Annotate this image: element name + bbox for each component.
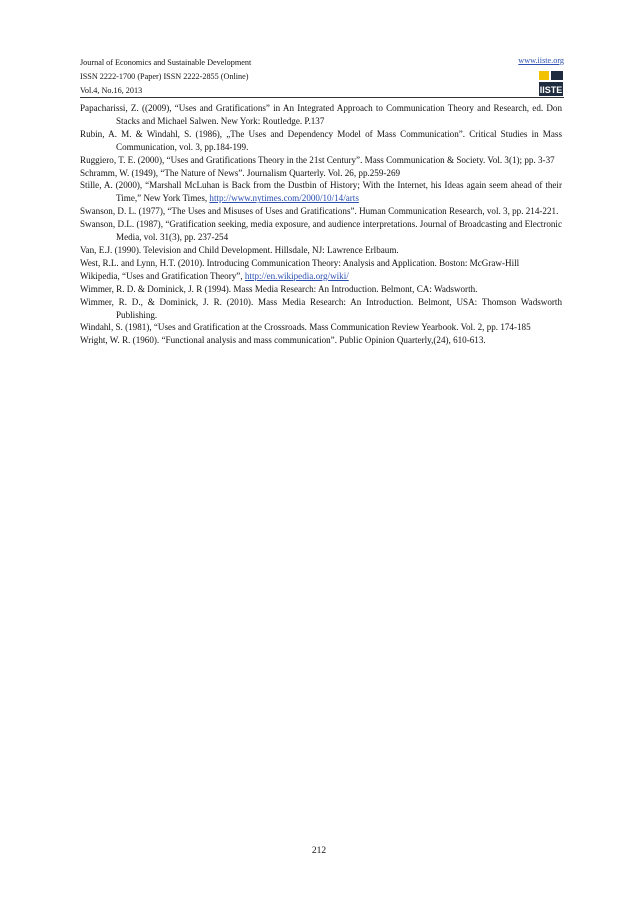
reference-text: West, R.L. and Lynn, H.T. (2010). Introducing Communication Theory: Analysis and Application. Boston: McGraw-Hill: [80, 257, 520, 268]
reference-text: Stille, A. (2000), “Marshall McLuhan is Back from the Dustbin of History; With the Internet, his Ideas again seem ahead of their Time,” New York Times,: [80, 180, 562, 204]
reference-link[interactable]: http://en.wikipedia.org/wiki/: [244, 270, 349, 281]
reference-entry: [80, 179, 562, 205]
reference-entry: [80, 205, 562, 218]
reference-link[interactable]: http://www.nytimes.com/2000/10/14/arts: [209, 193, 359, 204]
reference-text: Wikipedia, “Uses and Gratification Theory”,: [80, 270, 245, 281]
reference-text: Wright, W. R. (1960). “Functional analysis and mass communication”. Public Opinion Quarterly,(24), 610-613.: [80, 335, 486, 346]
reference-entry: [80, 244, 562, 257]
reference-text: Schramm, W. (1949), “The Nature of News”. Journalism Quarterly. Vol. 26, pp.259-269: [80, 167, 401, 178]
reference-text: Van, E.J. (1990). Television and Child Development. Hillsdale, NJ: Lawrence Erlbaum.: [80, 244, 399, 255]
reference-entry: [80, 218, 562, 244]
reference-entry: [80, 102, 562, 128]
website-link[interactable]: www.iiste.org: [518, 56, 564, 65]
logo-text: IISTE: [539, 85, 563, 95]
reference-entry: [80, 321, 562, 334]
reference-entry: [80, 296, 562, 322]
journal-title: Journal of Economics and Sustainable Development: [80, 58, 252, 67]
issn-line: ISSN 2222-1700 (Paper) ISSN 2222-2855 (Online): [80, 71, 249, 81]
reference-entry: [80, 167, 562, 180]
reference-text: Swanson, D.L. (1987), “Gratification seeking, media exposure, and audience interpretations. Journal of Broadcasting and Electronic Media, vol. 31(3), pp. 237-254: [80, 219, 562, 243]
reference-text: Wimmer, R. D. & Dominick, J. R (1994). Mass Media Research: An Introduction. Belmont, CA: Wadsworth.: [80, 283, 478, 294]
reference-list: [80, 102, 562, 347]
header-rule: [80, 97, 564, 98]
page-header: [80, 56, 564, 97]
reference-text: Papacharissi, Z. ((2009), “Uses and Gratifications” in An Integrated Approach to Communication Theory and Research, ed. Don Stacks and Michael Salwen. New York: Routledge. P.137: [80, 103, 562, 126]
page-number: 212: [311, 846, 327, 856]
reference-entry: [80, 257, 562, 270]
reference-text: Ruggiero, T. E. (2000), “Uses and Gratifications Theory in the 21st Century”. Mass Communication & Society. Vol. 3(1); pp. 3-37: [80, 154, 555, 165]
volume-line: Vol.4, No.16, 2013: [80, 85, 143, 95]
reference-entry: [80, 283, 562, 296]
reference-text: Windahl, S. (1981), “Uses and Gratification at the Crossroads. Mass Communication Review Yearbook. Vol. 2, pp. 174-185: [80, 322, 531, 333]
iiste-logo-icon: [538, 70, 564, 97]
reference-entry: [80, 270, 562, 283]
reference-entry: [80, 154, 562, 167]
reference-text: Swanson, D. L. (1977), “The Uses and Misuses of Uses and Gratifications”. Human Communication Research, vol. 3, pp. 214-221.: [80, 206, 559, 217]
reference-entry: [80, 334, 562, 347]
reference-text: Wimmer, R. D., & Dominick, J. R. (2010). Mass Media Research: An Introduction. Belmont, USA: Thomson Wadsworth Publishing.: [80, 296, 562, 320]
reference-entry: [80, 128, 562, 154]
reference-text: Rubin, A. M. & Windahl, S. (1986), „The Uses and Dependency Model of Mass Communication”. Critical Studies in Mass Communication, vol. 3, pp.184-199.: [80, 128, 562, 152]
